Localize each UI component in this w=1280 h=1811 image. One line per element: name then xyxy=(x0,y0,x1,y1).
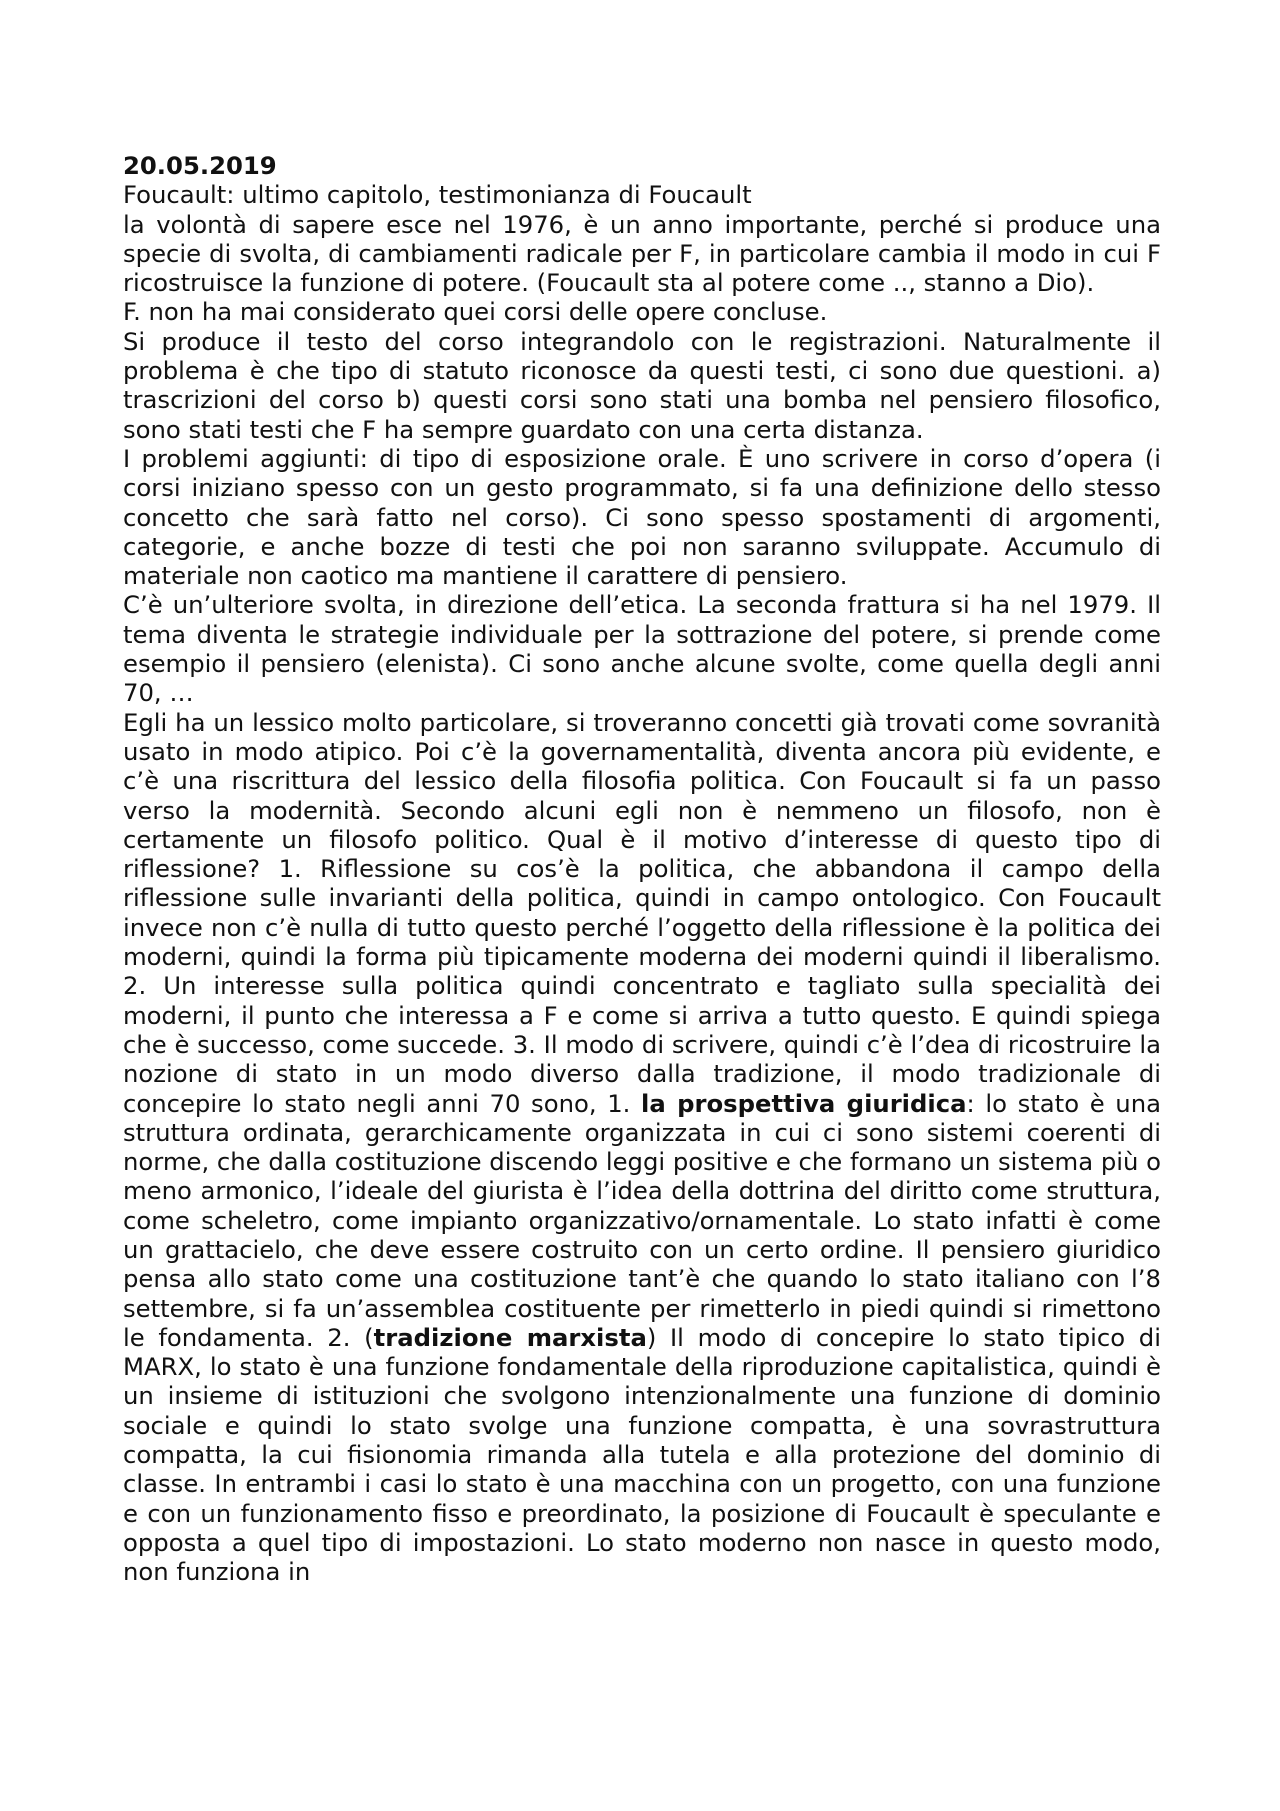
bold-term-tradizione-marxista: tradizione marxista xyxy=(373,1322,647,1352)
document-date: 20.05.2019 xyxy=(123,151,277,180)
document-subtitle: Foucault: ultimo capitolo, testimonianza di Foucault xyxy=(123,180,752,210)
paragraph-1: la volontà di sapere esce nel 1976, è un anno importante, perché si produce una specie di svolta, di cambiamenti radicale per F, in particolare cambia il modo in cui F ricostruisce la funzione di potere. (Foucault sta al potere come .., stanno a Dio). xyxy=(123,209,1161,298)
paragraph-6-part-c: ) Il modo di concepire lo stato tipico di MARX, lo stato è una funzione fondamentale della riproduzione capitalistica, quindi è un insieme di istituzioni che svolgono intenzionalmente una funzione di dominio sociale e quindi lo stato svolge una funzione compatta, è una sovrastruttura compatta, la cui fisionomia rimanda alla tutela e alla protezione del dominio di classe. In entrambi i casi lo stato è una macchina con un progetto, con una funzione e con un funzionamento fisso e preordinato, la posizione di Foucault è speculante e opposta a quel tipo di impostazioni. Lo stato moderno non nasce in questo modo, non funziona in xyxy=(123,1322,1161,1587)
paragraph-6-part-a: Egli ha un lessico molto particolare, si troveranno concetti già trovati come sovranità usato in modo atipico. Poi c’è la governamentalità, diventa ancora più evidente, e c’è una riscrittura del lessico della filosofia politica. Con Foucault si fa un passo verso la modernità. Secondo alcuni egli non è nemmeno un filosofo, non è certamente un filosofo politico. Qual è il motivo d’interesse di questo tipo di riflessione? 1. Riflessione su cos’è la politica, che abbandona il campo della riflessione sulle invarianti della politica, quindi in campo ontologico. Con Foucault invece non c’è nulla di tutto questo perché l’oggetto della riflessione è la politica dei moderni, quindi la forma più tipicamente moderna dei moderni quindi il liberalismo. 2. Un interesse sulla politica quindi concentrato e tagliato sulla specialità dei moderni, il punto che interessa a F e come si arriva a tutto questo. E quindi spiega che è successo, come succede. 3. Il modo di scrivere, quindi c’è l’dea di ricostruire la nozione di stato in un modo diverso dalla tradizione, il modo tradizionale di concepire lo stato negli anni 70 sono, 1. xyxy=(123,707,1161,1118)
paragraph-5: C’è un’ulteriore svolta, in direzione dell’etica. La seconda frattura si ha nel 1979. Il tema diventa le strategie individuale per la sottrazione del potere, si prende come esempio il pensiero (elenista). Ci sono anche alcune svolte, come quella degli anni 70, … xyxy=(123,590,1161,708)
document-page xyxy=(123,151,1161,1587)
paragraph-6 xyxy=(123,708,1161,1587)
paragraph-6-part-b: : lo stato è una struttura ordinata, gerarchicamente organizzata in cui ci sono sistemi coerenti di norme, che dalla costituzione discendo leggi positive e che formano un sistema più o meno armonico, l’ideale del giurista è l’idea della dottrina del diritto come struttura, come scheletro, come impianto organizzativo/ornamentale. Lo stato infatti è come un grattacielo, che deve essere costruito con un certo ordine. Il pensiero giuridico pensa allo stato come una costituzione tant’è che quando lo stato italiano con l’8 settembre, si fa un’assemblea costituente per rimetterlo in piedi quindi si rimettono le fondamenta. 2. ( xyxy=(123,1088,1161,1352)
bold-term-prospettiva-giuridica: la prospettiva giuridica xyxy=(641,1088,967,1118)
paragraph-4: I problemi aggiunti: di tipo di esposizione orale. È uno scrivere in corso d’opera (i corsi iniziano spesso con un gesto programmato, si fa una definizione dello stesso concetto che sarà fatto nel corso). Ci sono spesso spostamenti di argomenti, categorie, e anche bozze di testi che poi non saranno sviluppate. Accumulo di materiale non caotico ma mantiene il carattere di pensiero. xyxy=(123,443,1161,591)
paragraph-2: F. non ha mai considerato quei corsi delle opere concluse. xyxy=(123,297,828,327)
paragraph-3: Si produce il testo del corso integrandolo con le registrazioni. Naturalmente il problema è che tipo di statuto riconosce da questi testi, ci sono due questioni. a) trascrizioni del corso b) questi corsi sono stati una bomba nel pensiero filosofico, sono stati testi che F ha sempre guardato con una certa distanza. xyxy=(123,326,1161,444)
